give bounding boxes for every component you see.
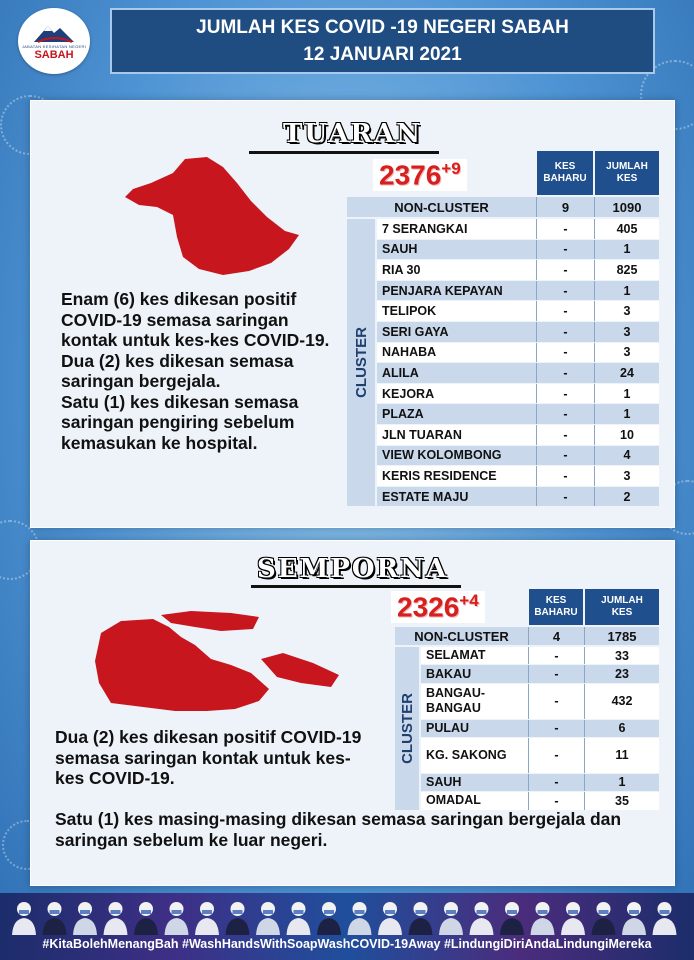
cluster-total-cases: 2 <box>623 489 631 504</box>
person-icon <box>195 902 219 935</box>
cluster-name: VIEW KOLOMBONG <box>377 446 537 466</box>
cluster-name: SAUH <box>377 240 537 260</box>
cluster-new-cases: - <box>537 404 595 424</box>
cluster-new-cases: - <box>537 260 595 280</box>
cluster-total-cases: 825 <box>616 262 638 277</box>
cluster-name: PENJARA KEPAYAN <box>377 281 537 301</box>
cluster-row <box>377 343 659 363</box>
cluster-new-cases: - <box>537 487 595 507</box>
semporna-description <box>55 727 365 789</box>
cluster-row <box>421 792 659 809</box>
cluster-new-cases: - <box>537 466 595 486</box>
cluster-new-cases: - <box>537 322 595 342</box>
cluster-new-cases: - <box>529 720 585 737</box>
cluster-new-cases: - <box>537 425 595 445</box>
cluster-total-cases: 35 <box>615 793 629 808</box>
cluster-name: NAHABA <box>377 343 537 363</box>
person-icon <box>439 902 463 935</box>
person-icon <box>470 902 494 935</box>
cluster-row <box>377 260 659 280</box>
row-name: NON-CLUSTER <box>395 627 529 645</box>
non-cluster-row <box>347 197 659 217</box>
cluster-row <box>421 720 659 737</box>
report-date: 12 JANUARI 2021 <box>303 44 462 65</box>
cluster-name: TELIPOK <box>377 301 537 321</box>
cluster-name: PULAU <box>421 720 529 737</box>
cluster-new-cases: - <box>537 384 595 404</box>
tuaran-panel <box>30 100 675 528</box>
cluster-total-cases: 33 <box>615 648 629 663</box>
cluster-label-text: CLUSTER <box>398 692 416 764</box>
sabah-health-logo <box>18 8 90 74</box>
column-header-total: JUMLAH KES <box>585 589 659 625</box>
non-cluster-row <box>395 627 659 645</box>
cluster-total-cases: 405 <box>616 221 638 236</box>
cluster-total-cases: 432 <box>611 694 633 709</box>
person-icon <box>226 902 250 935</box>
frontliners-illustration <box>8 897 688 935</box>
cluster-new-cases: - <box>537 446 595 466</box>
cluster-row <box>377 404 659 424</box>
person-icon <box>317 902 341 935</box>
district-title-tuaran: TUARAN <box>283 119 422 149</box>
cluster-name: 7 SERANGKAI <box>377 219 537 239</box>
cluster-new-cases: - <box>537 240 595 260</box>
cluster-total-cases: 3 <box>623 304 631 319</box>
person-icon <box>12 902 36 935</box>
cluster-total-cases: 1 <box>623 407 631 422</box>
person-icon <box>165 902 189 935</box>
row-new-cases: 9 <box>537 197 595 217</box>
cluster-total-cases: 11 <box>615 748 629 763</box>
cluster-row <box>377 219 659 239</box>
description-paragraph: Satu (1) kes dikesan semasa saringan pengiring sebelum kemasukan ke hospital. <box>61 391 299 453</box>
cluster-row <box>421 738 659 773</box>
cluster-row <box>377 446 659 466</box>
cluster-total-cases: 10 <box>620 427 634 442</box>
row-name: NON-CLUSTER <box>347 197 537 217</box>
cluster-row <box>421 684 659 719</box>
person-icon <box>378 902 402 935</box>
column-header-total: JUMLAH KES <box>595 151 659 195</box>
cluster-new-cases: - <box>529 647 585 664</box>
cluster-name: BANGAU-BANGAU <box>421 684 529 719</box>
person-icon <box>500 902 524 935</box>
cluster-row <box>377 384 659 404</box>
cluster-row <box>421 774 659 791</box>
district-title-semporna: SEMPORNA <box>256 554 449 584</box>
cluster-total-cases: 4 <box>623 448 631 463</box>
column-header-new: KES BAHARU <box>537 151 593 195</box>
footer-banner <box>0 893 694 960</box>
cluster-name: ALILA <box>377 363 537 383</box>
cluster-row <box>377 322 659 342</box>
cluster-name: KERIS RESIDENCE <box>377 466 537 486</box>
person-icon <box>287 902 311 935</box>
person-icon <box>43 902 67 935</box>
title-underline <box>251 585 461 588</box>
cluster-total-cases: 3 <box>623 468 631 483</box>
cluster-name: PLAZA <box>377 404 537 424</box>
person-icon <box>561 902 585 935</box>
cluster-row <box>377 281 659 301</box>
cluster-total-cases: 1 <box>623 242 631 257</box>
mountain-icon <box>32 22 76 44</box>
semporna-description-2 <box>55 809 655 850</box>
cluster-total-cases: 3 <box>623 345 631 360</box>
description-paragraph: Enam (6) kes dikesan positif COVID-19 semasa saringan kontak untuk kes-kes COVID-19. <box>61 289 330 350</box>
cluster-new-cases: - <box>537 301 595 321</box>
logo-caption: JABATAN KESIHATAN NEGERI <box>21 43 87 49</box>
cluster-total-cases: 1 <box>618 775 626 790</box>
cluster-name: OMADAL <box>421 792 529 809</box>
cluster-name: SELAMAT <box>421 647 529 664</box>
new-value: +9 <box>441 159 461 178</box>
person-icon <box>134 902 158 935</box>
logo-name: SABAH <box>34 48 74 61</box>
description-paragraph: Dua (2) kes dikesan positif COVID-19 semasa saringan kontak untuk kes-kes COVID-19. <box>55 727 362 788</box>
person-icon <box>348 902 372 935</box>
row-total-cases: 1090 <box>612 199 642 215</box>
page-header <box>110 8 655 74</box>
semporna-map <box>91 609 351 714</box>
cluster-name: KG. SAKONG <box>421 738 529 773</box>
cluster-name: BAKAU <box>421 665 529 682</box>
cluster-label <box>347 219 375 506</box>
person-icon <box>531 902 555 935</box>
column-header-new: KES BAHARU <box>529 589 583 625</box>
cluster-name: SERI GAYA <box>377 322 537 342</box>
page-title: JUMLAH KES COVID -19 NEGERI SABAH <box>196 17 569 38</box>
cluster-new-cases: - <box>537 219 595 239</box>
cluster-name: RIA 30 <box>377 260 537 280</box>
tuaran-description <box>61 289 346 453</box>
cluster-row <box>377 301 659 321</box>
tuaran-total-cases <box>373 159 467 191</box>
cluster-row <box>421 665 659 682</box>
cluster-total-cases: 23 <box>615 667 629 682</box>
cluster-new-cases: - <box>537 281 595 301</box>
row-new-cases: 4 <box>529 627 585 645</box>
hashtags: #KitaBolehMenangBah #WashHandsWithSoapWashCOVID-19Away #LindungiDiriAndaLindungiMereka <box>42 937 652 951</box>
total-value: 2326 <box>397 591 460 623</box>
description-paragraph: Satu (1) kes masing-masing dikesan semasa saringan bergejala dan saringan sebelum ke luar negeri. <box>55 809 622 850</box>
cluster-new-cases: - <box>529 684 585 719</box>
person-icon <box>104 902 128 935</box>
cluster-total-cases: 1 <box>623 283 631 298</box>
cluster-row <box>377 240 659 260</box>
person-icon <box>592 902 616 935</box>
person-icon <box>256 902 280 935</box>
description-paragraph: Dua (2) kes dikesan semasa saringan bergejala. <box>61 350 294 391</box>
cluster-total-cases: 24 <box>620 365 634 380</box>
cluster-total-cases: 1 <box>623 386 631 401</box>
cluster-new-cases: - <box>537 363 595 383</box>
person-icon <box>409 902 433 935</box>
person-icon <box>73 902 97 935</box>
cluster-row <box>377 363 659 383</box>
cluster-new-cases: - <box>537 343 595 363</box>
cluster-new-cases: - <box>529 774 585 791</box>
cluster-total-cases: 3 <box>623 324 631 339</box>
cluster-name: KEJORA <box>377 384 537 404</box>
cluster-new-cases: - <box>529 792 585 809</box>
semporna-total-cases <box>391 591 485 623</box>
cluster-name: ESTATE MAJU <box>377 487 537 507</box>
row-total-cases: 1785 <box>607 628 637 644</box>
cluster-row <box>377 487 659 507</box>
cluster-row <box>421 647 659 664</box>
semporna-panel <box>30 540 675 886</box>
person-icon <box>622 902 646 935</box>
new-value: +4 <box>459 591 479 610</box>
cluster-label-text: CLUSTER <box>352 327 370 399</box>
cluster-new-cases: - <box>529 738 585 773</box>
cluster-label <box>395 647 419 810</box>
tuaran-map <box>111 153 301 278</box>
cluster-new-cases: - <box>529 665 585 682</box>
person-icon <box>653 902 677 935</box>
cluster-name: SAUH <box>421 774 529 791</box>
cluster-row <box>377 425 659 445</box>
total-value: 2376 <box>379 159 442 191</box>
cluster-name: JLN TUARAN <box>377 425 537 445</box>
cluster-total-cases: 6 <box>618 721 626 736</box>
cluster-row <box>377 466 659 486</box>
